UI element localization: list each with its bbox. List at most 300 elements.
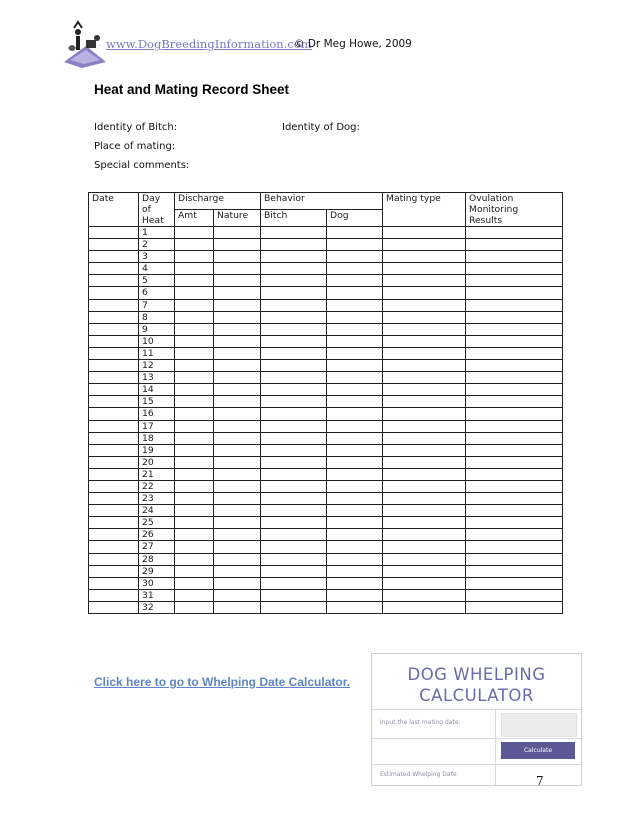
table-cell bbox=[327, 444, 383, 456]
table-cell bbox=[261, 263, 327, 275]
table-cell bbox=[466, 493, 563, 505]
table-cell bbox=[175, 408, 214, 420]
table-cell bbox=[327, 275, 383, 287]
calculator-title-line1: DOG WHELPING bbox=[407, 665, 546, 684]
table-cell bbox=[261, 372, 327, 384]
table-cell bbox=[383, 275, 466, 287]
table-cell bbox=[261, 444, 327, 456]
table-cell bbox=[383, 299, 466, 311]
table-cell bbox=[175, 529, 214, 541]
table-cell bbox=[214, 541, 261, 553]
day-of-heat-cell: 18 bbox=[139, 432, 175, 444]
header-ovulation-line1: Ovulation bbox=[469, 193, 514, 204]
table-cell bbox=[383, 432, 466, 444]
table-cell bbox=[466, 251, 563, 263]
table-cell bbox=[175, 553, 214, 565]
table-cell bbox=[175, 517, 214, 529]
table-cell bbox=[214, 311, 261, 323]
table-cell bbox=[175, 347, 214, 359]
table-cell bbox=[175, 444, 214, 456]
table-cell bbox=[175, 577, 214, 589]
table-cell bbox=[466, 227, 563, 239]
table-row bbox=[89, 396, 563, 408]
table-row bbox=[89, 263, 563, 275]
calculator-input-label: Input the last mating date: bbox=[380, 719, 461, 726]
table-cell bbox=[327, 360, 383, 372]
table-cell bbox=[327, 239, 383, 251]
table-cell bbox=[214, 517, 261, 529]
special-comments-label: Special comments: bbox=[94, 160, 190, 171]
table-cell bbox=[175, 335, 214, 347]
table-cell bbox=[175, 541, 214, 553]
table-cell bbox=[214, 577, 261, 589]
table-cell bbox=[261, 396, 327, 408]
day-of-heat-cell: 29 bbox=[139, 565, 175, 577]
table-cell bbox=[89, 553, 139, 565]
table-cell bbox=[466, 468, 563, 480]
table-cell bbox=[383, 577, 466, 589]
header-ovulation-line2: Monitoring bbox=[469, 204, 519, 215]
table-row bbox=[89, 577, 563, 589]
table-cell bbox=[89, 239, 139, 251]
table-cell bbox=[466, 565, 563, 577]
table-cell bbox=[327, 529, 383, 541]
header-ovulation bbox=[466, 193, 563, 227]
table-cell bbox=[383, 323, 466, 335]
place-of-mating-label: Place of mating: bbox=[94, 141, 176, 152]
table-row bbox=[89, 384, 563, 396]
calculator-divider bbox=[372, 764, 581, 765]
table-cell bbox=[214, 396, 261, 408]
table-cell bbox=[89, 468, 139, 480]
table-row bbox=[89, 251, 563, 263]
table-cell bbox=[175, 311, 214, 323]
table-cell bbox=[214, 347, 261, 359]
table-cell bbox=[383, 311, 466, 323]
table-cell bbox=[175, 601, 214, 613]
table-cell bbox=[89, 565, 139, 577]
table-cell bbox=[175, 299, 214, 311]
table-cell bbox=[214, 432, 261, 444]
table-cell bbox=[214, 505, 261, 517]
table-row bbox=[89, 601, 563, 613]
table-cell bbox=[261, 468, 327, 480]
table-cell bbox=[327, 347, 383, 359]
table-cell bbox=[214, 287, 261, 299]
table-cell bbox=[214, 553, 261, 565]
table-cell bbox=[89, 311, 139, 323]
table-cell bbox=[466, 541, 563, 553]
table-row bbox=[89, 541, 563, 553]
calculator-divider-vertical bbox=[495, 709, 496, 785]
day-of-heat-cell: 10 bbox=[139, 335, 175, 347]
identity-of-bitch-label: Identity of Bitch: bbox=[94, 122, 178, 133]
table-cell bbox=[89, 251, 139, 263]
day-of-heat-cell: 21 bbox=[139, 468, 175, 480]
table-cell bbox=[327, 480, 383, 492]
table-row bbox=[89, 323, 563, 335]
table-cell bbox=[89, 287, 139, 299]
calculate-button[interactable]: Calculate bbox=[501, 742, 575, 759]
table-cell bbox=[89, 589, 139, 601]
table-cell bbox=[383, 420, 466, 432]
table-row bbox=[89, 311, 563, 323]
table-cell bbox=[261, 360, 327, 372]
table-cell bbox=[466, 335, 563, 347]
table-cell bbox=[466, 311, 563, 323]
table-cell bbox=[175, 420, 214, 432]
table-row bbox=[89, 408, 563, 420]
table-cell bbox=[261, 601, 327, 613]
table-cell bbox=[383, 347, 466, 359]
table-cell bbox=[214, 493, 261, 505]
day-of-heat-cell: 2 bbox=[139, 239, 175, 251]
table-cell bbox=[466, 372, 563, 384]
estimated-whelping-date-label: Estimated Whelping Date bbox=[380, 771, 457, 778]
table-cell bbox=[175, 505, 214, 517]
table-cell bbox=[466, 456, 563, 468]
table-cell bbox=[327, 299, 383, 311]
day-of-heat-cell: 17 bbox=[139, 420, 175, 432]
day-of-heat-cell: 9 bbox=[139, 323, 175, 335]
header-day-of-heat bbox=[139, 193, 175, 227]
table-cell bbox=[383, 263, 466, 275]
calculator-title bbox=[372, 664, 581, 706]
table-cell bbox=[261, 311, 327, 323]
table-cell bbox=[261, 517, 327, 529]
table-row bbox=[89, 275, 563, 287]
table-cell bbox=[89, 517, 139, 529]
table-cell bbox=[214, 384, 261, 396]
table-cell bbox=[175, 227, 214, 239]
table-cell bbox=[89, 444, 139, 456]
table-cell bbox=[383, 480, 466, 492]
table-cell bbox=[175, 323, 214, 335]
table-cell bbox=[214, 589, 261, 601]
table-cell bbox=[261, 299, 327, 311]
table-cell bbox=[466, 601, 563, 613]
day-of-heat-cell: 8 bbox=[139, 311, 175, 323]
table-cell bbox=[175, 480, 214, 492]
table-cell bbox=[214, 408, 261, 420]
table-cell bbox=[214, 372, 261, 384]
table-cell bbox=[214, 360, 261, 372]
table-cell bbox=[327, 227, 383, 239]
table-cell bbox=[383, 251, 466, 263]
table-cell bbox=[327, 396, 383, 408]
table-row bbox=[89, 529, 563, 541]
table-cell bbox=[261, 456, 327, 468]
table-cell bbox=[175, 275, 214, 287]
table-cell bbox=[175, 251, 214, 263]
table-row bbox=[89, 493, 563, 505]
table-cell bbox=[383, 287, 466, 299]
table-cell bbox=[175, 468, 214, 480]
table-cell bbox=[89, 432, 139, 444]
table-cell bbox=[261, 480, 327, 492]
table-cell bbox=[383, 541, 466, 553]
table-row bbox=[89, 239, 563, 251]
table-cell bbox=[383, 565, 466, 577]
page-header bbox=[62, 18, 462, 70]
table-cell bbox=[466, 384, 563, 396]
table-cell bbox=[327, 565, 383, 577]
header-nature: Nature bbox=[214, 210, 261, 227]
day-of-heat-cell: 1 bbox=[139, 227, 175, 239]
header-date: Date bbox=[89, 193, 139, 227]
table-cell bbox=[466, 299, 563, 311]
table-cell bbox=[261, 541, 327, 553]
table-cell bbox=[214, 420, 261, 432]
table-cell bbox=[261, 420, 327, 432]
table-cell bbox=[214, 227, 261, 239]
table-cell bbox=[175, 372, 214, 384]
table-cell bbox=[466, 505, 563, 517]
table-cell bbox=[383, 239, 466, 251]
day-of-heat-cell: 30 bbox=[139, 577, 175, 589]
day-of-heat-cell: 20 bbox=[139, 456, 175, 468]
table-cell bbox=[261, 589, 327, 601]
table-row bbox=[89, 372, 563, 384]
table-cell bbox=[383, 372, 466, 384]
table-row bbox=[89, 517, 563, 529]
table-cell bbox=[175, 432, 214, 444]
table-cell bbox=[261, 553, 327, 565]
table-cell bbox=[214, 335, 261, 347]
table-cell bbox=[175, 287, 214, 299]
table-cell bbox=[214, 565, 261, 577]
table-cell bbox=[383, 335, 466, 347]
table-cell bbox=[89, 577, 139, 589]
table-cell bbox=[383, 227, 466, 239]
table-cell bbox=[261, 432, 327, 444]
table-cell bbox=[214, 468, 261, 480]
table-cell bbox=[327, 577, 383, 589]
table-row bbox=[89, 432, 563, 444]
table-cell bbox=[327, 420, 383, 432]
table-cell bbox=[466, 323, 563, 335]
table-cell bbox=[261, 275, 327, 287]
mating-date-input[interactable] bbox=[501, 713, 577, 737]
table-cell bbox=[89, 275, 139, 287]
whelping-calculator-link[interactable]: Click here to go to Whelping Date Calculator. bbox=[94, 675, 351, 689]
heat-record-table bbox=[88, 192, 563, 614]
table-cell bbox=[327, 311, 383, 323]
table-cell bbox=[89, 360, 139, 372]
table-row bbox=[89, 468, 563, 480]
table-cell bbox=[214, 323, 261, 335]
table-row bbox=[89, 347, 563, 359]
day-of-heat-cell: 5 bbox=[139, 275, 175, 287]
table-cell bbox=[89, 347, 139, 359]
site-link[interactable]: www.DogBreedingInformation.com bbox=[106, 37, 312, 51]
table-cell bbox=[327, 456, 383, 468]
day-of-heat-cell: 16 bbox=[139, 408, 175, 420]
page-number: 7 bbox=[536, 774, 544, 788]
table-cell bbox=[327, 601, 383, 613]
table-cell bbox=[89, 263, 139, 275]
table-cell bbox=[466, 347, 563, 359]
table-cell bbox=[175, 384, 214, 396]
day-of-heat-cell: 24 bbox=[139, 505, 175, 517]
table-cell bbox=[261, 493, 327, 505]
table-cell bbox=[327, 372, 383, 384]
table-cell bbox=[383, 517, 466, 529]
copyright-text: © Dr Meg Howe, 2009 bbox=[294, 38, 412, 50]
table-cell bbox=[383, 444, 466, 456]
table-cell bbox=[261, 287, 327, 299]
table-cell bbox=[214, 275, 261, 287]
table-cell bbox=[383, 456, 466, 468]
table-cell bbox=[89, 480, 139, 492]
table-cell bbox=[383, 468, 466, 480]
table-cell bbox=[383, 396, 466, 408]
table-cell bbox=[261, 408, 327, 420]
table-cell bbox=[175, 263, 214, 275]
header-day-line1: Day bbox=[142, 193, 161, 204]
table-cell bbox=[214, 444, 261, 456]
header-mating-type: Mating type bbox=[383, 193, 466, 227]
table-cell bbox=[89, 529, 139, 541]
table-cell bbox=[214, 251, 261, 263]
table-row bbox=[89, 444, 563, 456]
header-amt: Amt bbox=[175, 210, 214, 227]
day-of-heat-cell: 11 bbox=[139, 347, 175, 359]
table-cell bbox=[214, 480, 261, 492]
day-of-heat-cell: 12 bbox=[139, 360, 175, 372]
table-row bbox=[89, 480, 563, 492]
table-cell bbox=[383, 505, 466, 517]
table-cell bbox=[261, 505, 327, 517]
table-cell bbox=[383, 601, 466, 613]
table-cell bbox=[466, 432, 563, 444]
table-cell bbox=[383, 360, 466, 372]
table-header-row bbox=[89, 193, 563, 210]
header-bitch: Bitch bbox=[261, 210, 327, 227]
table-cell bbox=[261, 239, 327, 251]
table-cell bbox=[175, 589, 214, 601]
table-cell bbox=[383, 529, 466, 541]
table-cell bbox=[214, 456, 261, 468]
table-cell bbox=[466, 553, 563, 565]
table-cell bbox=[466, 263, 563, 275]
table-cell bbox=[327, 589, 383, 601]
calculator-divider bbox=[372, 709, 581, 710]
header-day-line3: Heat bbox=[142, 215, 164, 226]
table-row bbox=[89, 420, 563, 432]
table-cell bbox=[89, 505, 139, 517]
table-cell bbox=[261, 335, 327, 347]
table-row bbox=[89, 227, 563, 239]
table-cell bbox=[214, 601, 261, 613]
table-cell bbox=[89, 493, 139, 505]
table-cell bbox=[466, 589, 563, 601]
table-cell bbox=[89, 299, 139, 311]
table-cell bbox=[466, 420, 563, 432]
table-cell bbox=[466, 577, 563, 589]
table-cell bbox=[261, 529, 327, 541]
table-cell bbox=[89, 396, 139, 408]
table-cell bbox=[327, 432, 383, 444]
table-cell bbox=[261, 227, 327, 239]
table-cell bbox=[383, 589, 466, 601]
day-of-heat-cell: 26 bbox=[139, 529, 175, 541]
header-dog: Dog bbox=[327, 210, 383, 227]
table-cell bbox=[466, 360, 563, 372]
table-row bbox=[89, 565, 563, 577]
table-cell bbox=[89, 456, 139, 468]
table-cell bbox=[327, 505, 383, 517]
day-of-heat-cell: 28 bbox=[139, 553, 175, 565]
header-day-line2: of bbox=[142, 204, 151, 215]
table-cell bbox=[214, 263, 261, 275]
table-cell bbox=[214, 239, 261, 251]
table-cell bbox=[383, 384, 466, 396]
table-cell bbox=[89, 372, 139, 384]
table-cell bbox=[261, 384, 327, 396]
table-cell bbox=[327, 384, 383, 396]
table-row bbox=[89, 360, 563, 372]
table-cell bbox=[175, 360, 214, 372]
day-of-heat-cell: 4 bbox=[139, 263, 175, 275]
day-of-heat-cell: 13 bbox=[139, 372, 175, 384]
dog-breeding-logo-icon bbox=[62, 18, 108, 70]
table-row bbox=[89, 589, 563, 601]
table-cell bbox=[466, 275, 563, 287]
table-cell bbox=[327, 251, 383, 263]
table-cell bbox=[383, 493, 466, 505]
table-cell bbox=[261, 347, 327, 359]
table-cell bbox=[261, 251, 327, 263]
table-cell bbox=[327, 468, 383, 480]
table-row bbox=[89, 505, 563, 517]
page-title: Heat and Mating Record Sheet bbox=[94, 82, 290, 97]
table-cell bbox=[327, 541, 383, 553]
table-cell bbox=[89, 227, 139, 239]
day-of-heat-cell: 3 bbox=[139, 251, 175, 263]
day-of-heat-cell: 6 bbox=[139, 287, 175, 299]
table-cell bbox=[175, 456, 214, 468]
table-cell bbox=[261, 577, 327, 589]
table-row bbox=[89, 335, 563, 347]
table-cell bbox=[89, 420, 139, 432]
table-cell bbox=[466, 529, 563, 541]
table-cell bbox=[261, 323, 327, 335]
table-cell bbox=[89, 601, 139, 613]
table-cell bbox=[175, 396, 214, 408]
table-cell bbox=[89, 384, 139, 396]
table-cell bbox=[261, 565, 327, 577]
day-of-heat-cell: 27 bbox=[139, 541, 175, 553]
header-discharge: Discharge bbox=[175, 193, 261, 210]
table-cell bbox=[327, 408, 383, 420]
day-of-heat-cell: 19 bbox=[139, 444, 175, 456]
table-cell bbox=[466, 444, 563, 456]
table-cell bbox=[175, 565, 214, 577]
table-cell bbox=[214, 529, 261, 541]
table-cell bbox=[327, 287, 383, 299]
table-cell bbox=[89, 335, 139, 347]
whelping-calculator-banner[interactable] bbox=[371, 653, 582, 786]
day-of-heat-cell: 31 bbox=[139, 589, 175, 601]
table-cell bbox=[466, 239, 563, 251]
table-row bbox=[89, 287, 563, 299]
day-of-heat-cell: 15 bbox=[139, 396, 175, 408]
table-cell bbox=[327, 553, 383, 565]
calculator-divider bbox=[372, 738, 581, 739]
day-of-heat-cell: 23 bbox=[139, 493, 175, 505]
table-cell bbox=[466, 480, 563, 492]
